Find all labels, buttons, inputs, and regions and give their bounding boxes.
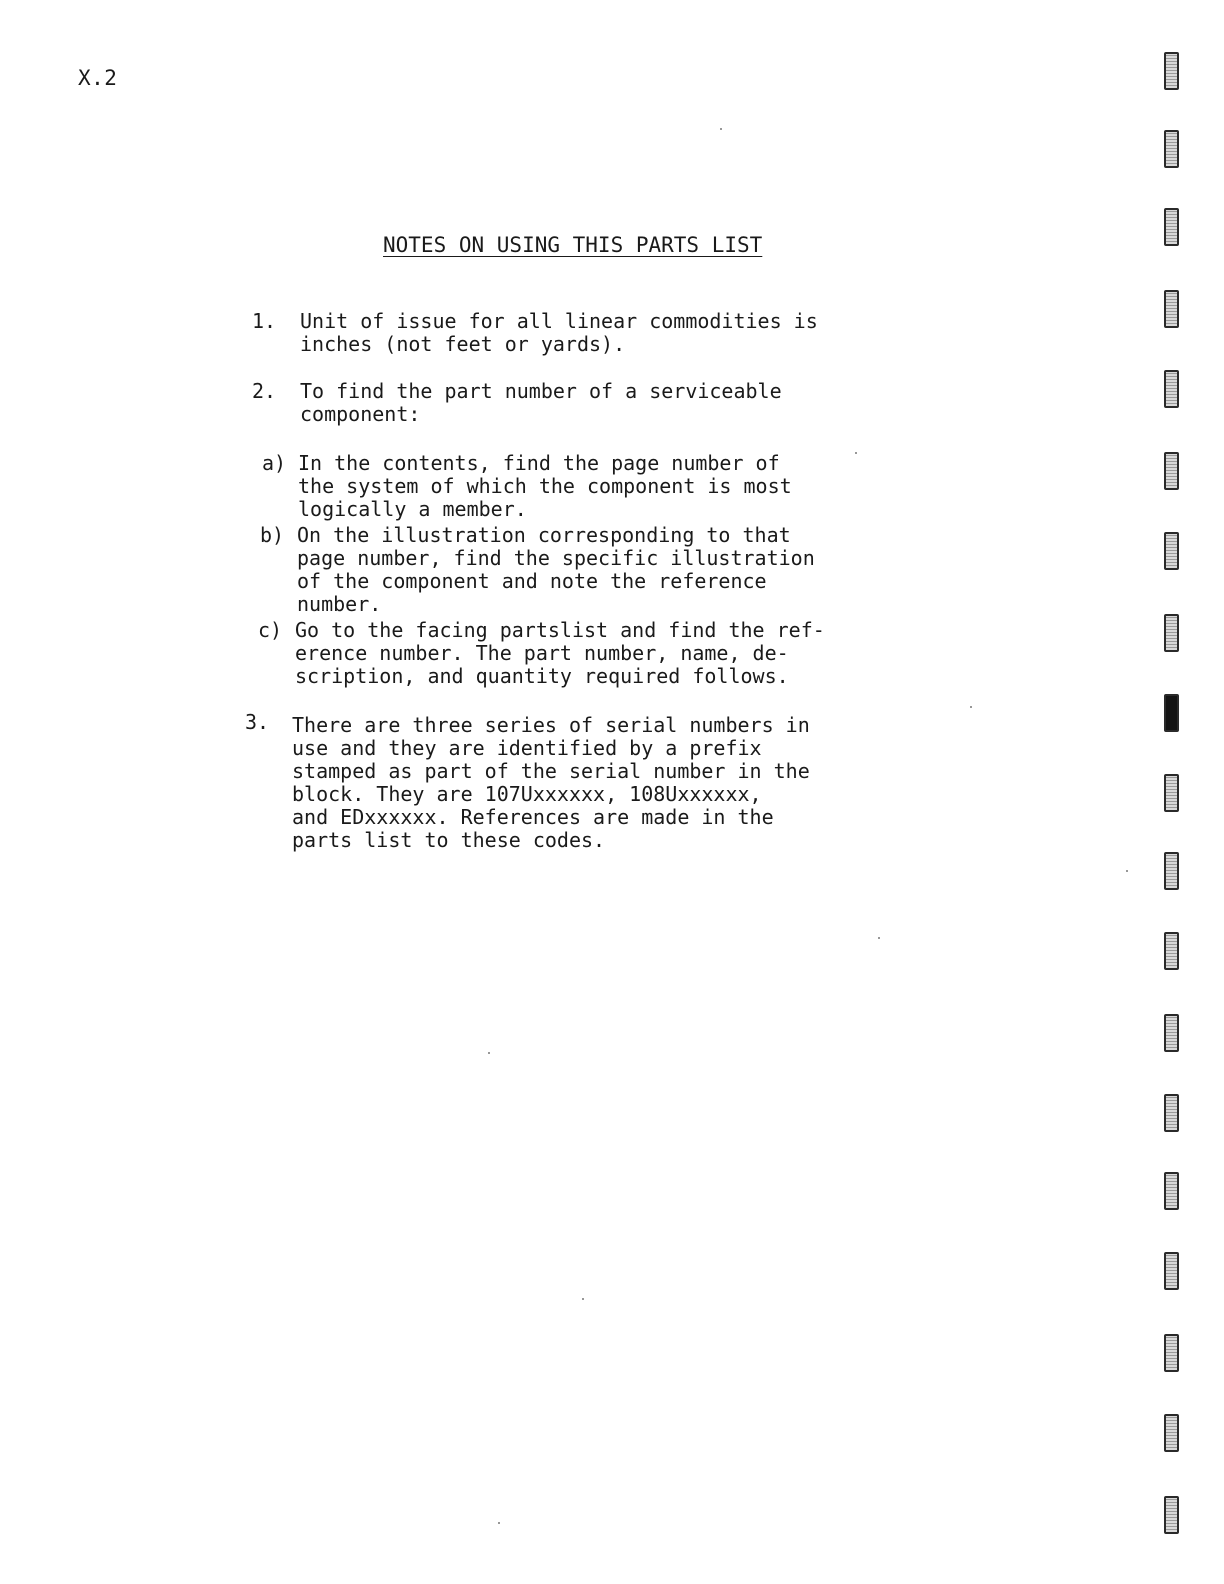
subitem-a-text: [298, 452, 792, 521]
note-line: and EDxxxxxx. References are made in the: [292, 805, 774, 829]
note-3-marker: 3.: [245, 710, 270, 734]
binding-hole: [1164, 452, 1179, 490]
note-3-text: [292, 714, 810, 852]
scan-speck: [720, 128, 722, 130]
scan-speck: [970, 706, 972, 708]
note-line: component:: [300, 402, 421, 426]
note-line: the system of which the component is most: [298, 474, 792, 498]
note-line: of the component and note the reference: [297, 569, 767, 593]
note-1-marker: 1.: [252, 309, 277, 333]
binding-hole: [1164, 290, 1179, 328]
scan-speck: [878, 937, 880, 939]
scan-speck: [498, 1522, 500, 1524]
binding-hole: [1164, 694, 1179, 732]
binding-hole: [1164, 1334, 1179, 1372]
subitem-b-text: [297, 524, 815, 616]
binding-hole: [1164, 52, 1179, 90]
note-line: parts list to these codes.: [292, 828, 606, 852]
subitem-c-text: [295, 619, 825, 688]
note-line: In the contents, find the page number of: [298, 451, 780, 475]
subitem-c-marker: c): [258, 618, 283, 642]
binding-hole: [1164, 1252, 1179, 1290]
scan-speck: [1126, 870, 1128, 872]
binding-hole: [1164, 208, 1179, 246]
note-2-marker: 2.: [252, 379, 277, 403]
note-line: block. They are 107Uxxxxxx, 108Uxxxxxx,: [292, 782, 762, 806]
note-line: Go to the facing partslist and find the ref-: [295, 618, 825, 642]
scan-speck: [855, 452, 857, 454]
note-line: On the illustration corresponding to that: [297, 523, 791, 547]
binding-hole: [1164, 1414, 1179, 1452]
note-line: There are three series of serial numbers in: [292, 713, 810, 737]
note-line: inches (not feet or yards).: [300, 332, 626, 356]
scan-speck: [582, 1298, 584, 1300]
binding-hole: [1164, 932, 1179, 970]
note-line: use and they are identified by a prefix: [292, 736, 762, 760]
note-2-text: [300, 380, 782, 426]
binding-hole: [1164, 1094, 1179, 1132]
binding-hole: [1164, 532, 1179, 570]
note-line: To find the part number of a serviceable: [300, 379, 782, 403]
binding-hole: [1164, 1172, 1179, 1210]
scan-speck: [488, 1052, 490, 1054]
binding-hole: [1164, 130, 1179, 168]
note-line: stamped as part of the serial number in the: [292, 759, 810, 783]
note-line: number.: [297, 592, 382, 616]
note-line: logically a member.: [298, 497, 527, 521]
binding-hole: [1164, 1496, 1179, 1534]
binding-hole: [1164, 852, 1179, 890]
note-1-text: [300, 310, 818, 356]
note-line: erence number. The part number, name, de-: [295, 641, 789, 665]
page-title: NOTES ON USING THIS PARTS LIST: [383, 233, 763, 257]
binding-hole: [1164, 774, 1179, 812]
binding-hole: [1164, 614, 1179, 652]
subitem-a-marker: a): [262, 451, 287, 475]
binding-hole: [1164, 1014, 1179, 1052]
binding-hole: [1164, 370, 1179, 408]
page-number: X.2: [78, 66, 118, 90]
subitem-b-marker: b): [260, 523, 285, 547]
note-line: page number, find the specific illustration: [297, 546, 815, 570]
note-line: scription, and quantity required follows.: [295, 664, 789, 688]
binding-holes: [1150, 0, 1224, 1584]
note-line: Unit of issue for all linear commodities is: [300, 309, 818, 333]
